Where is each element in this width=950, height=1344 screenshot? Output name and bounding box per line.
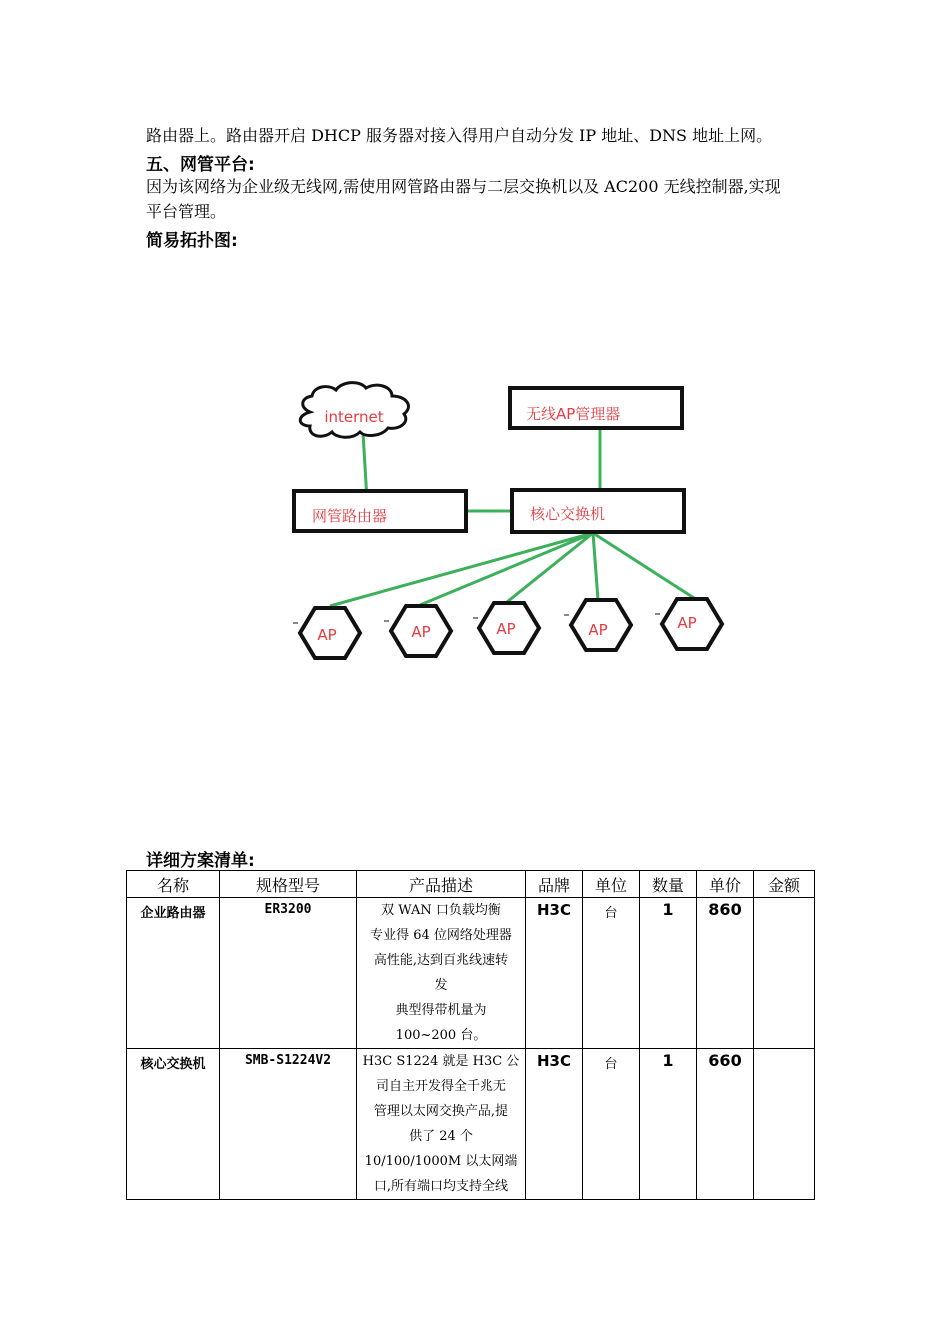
core-switch-label: 核心交换机: [530, 505, 606, 523]
cell-brand: H3C: [526, 1049, 583, 1200]
internet-cloud: [300, 383, 408, 438]
desc-line: 双 WAN 口负载均衡: [381, 903, 501, 918]
cell-brand: H3C: [526, 898, 583, 1049]
paragraph-line: 平台管理。: [146, 202, 227, 221]
ap-label: AP: [677, 614, 697, 632]
ap-label: AP: [317, 626, 337, 644]
header-qty: 数量: [640, 871, 697, 898]
cell-price: 860: [697, 898, 754, 1049]
cell-qty: 1: [640, 898, 697, 1049]
desc-line: H3C S1224 就是 H3C 公: [362, 1054, 520, 1069]
cell-amount: [754, 898, 815, 1049]
table-header-row: [127, 871, 815, 898]
paragraph-line: 路由器上。路由器开启 DHCP 服务器对接入得用户自动分发 IP 地址、DNS 地址上网。: [146, 126, 773, 145]
cell-model: ER3200: [220, 898, 357, 1049]
section-heading: 五、网管平台:: [146, 155, 255, 175]
header-unit: 单位: [583, 871, 640, 898]
internet-label: internet: [324, 408, 384, 426]
cell-model: SMB-S1224V2: [220, 1049, 357, 1200]
topology-heading: 简易拓扑图:: [146, 231, 238, 251]
header-name: 名称: [127, 871, 220, 898]
ap-node-3: [473, 603, 539, 653]
ap-node-4: [564, 600, 631, 650]
cell-price: 660: [697, 1049, 754, 1200]
header-model: 规格型号: [220, 871, 357, 898]
ap-manager-label: 无线AP管理器: [526, 405, 621, 423]
list-heading: 详细方案清单:: [146, 851, 255, 871]
desc-line: 典型得带机量为: [395, 1003, 487, 1018]
cell-name: 核心交换机: [127, 1049, 220, 1200]
desc-line: 供了 24 个: [409, 1129, 473, 1144]
ap-node-2: [384, 606, 451, 656]
link-switch-ap-2: [420, 533, 593, 605]
cell-name: 企业路由器: [127, 898, 220, 1049]
cell-amount: [754, 1049, 815, 1200]
link-switch-ap-3: [507, 533, 593, 602]
header-desc: 产品描述: [357, 871, 526, 898]
cell-unit: 台: [583, 898, 640, 1049]
cell-desc: [357, 898, 526, 1049]
header-amount: 金额: [754, 871, 815, 898]
ap-node-5: [655, 599, 722, 649]
cell-unit: 台: [583, 1049, 640, 1200]
desc-line: 高性能,达到百兆线速转: [373, 953, 509, 968]
link-switch-ap-5: [593, 533, 694, 598]
link-switch-ap-1: [330, 533, 593, 606]
header-price: 单价: [697, 871, 754, 898]
desc-line: 发: [434, 978, 448, 993]
header-brand: 品牌: [526, 871, 583, 898]
ap-label: AP: [588, 621, 608, 639]
desc-line: 口,所有端口均支持全线: [373, 1179, 509, 1194]
desc-line: 专业得 64 位网络处理器: [370, 928, 512, 943]
router-label: 网管路由器: [312, 507, 388, 525]
cell-qty: 1: [640, 1049, 697, 1200]
ap-label: AP: [411, 623, 431, 641]
solution-table: [126, 870, 815, 1200]
ap-node-1: [293, 608, 360, 658]
topology-diagram: [280, 378, 740, 668]
desc-line: 100~200 台。: [395, 1028, 487, 1043]
paragraph-line: 因为该网络为企业级无线网,需使用网管路由器与二层交换机以及 AC200 无线控制器,实现: [146, 177, 781, 196]
desc-line: 10/100/1000M 以太网端: [364, 1154, 518, 1169]
desc-line: 司自主开发得全千兆无: [375, 1079, 506, 1094]
ap-label: AP: [496, 620, 516, 638]
cell-desc: [357, 1049, 526, 1200]
link-switch-ap-4: [593, 533, 598, 600]
desc-line: 管理以太网交换产品,提: [373, 1104, 509, 1119]
table-row: [127, 898, 815, 1049]
table-row: [127, 1049, 815, 1200]
